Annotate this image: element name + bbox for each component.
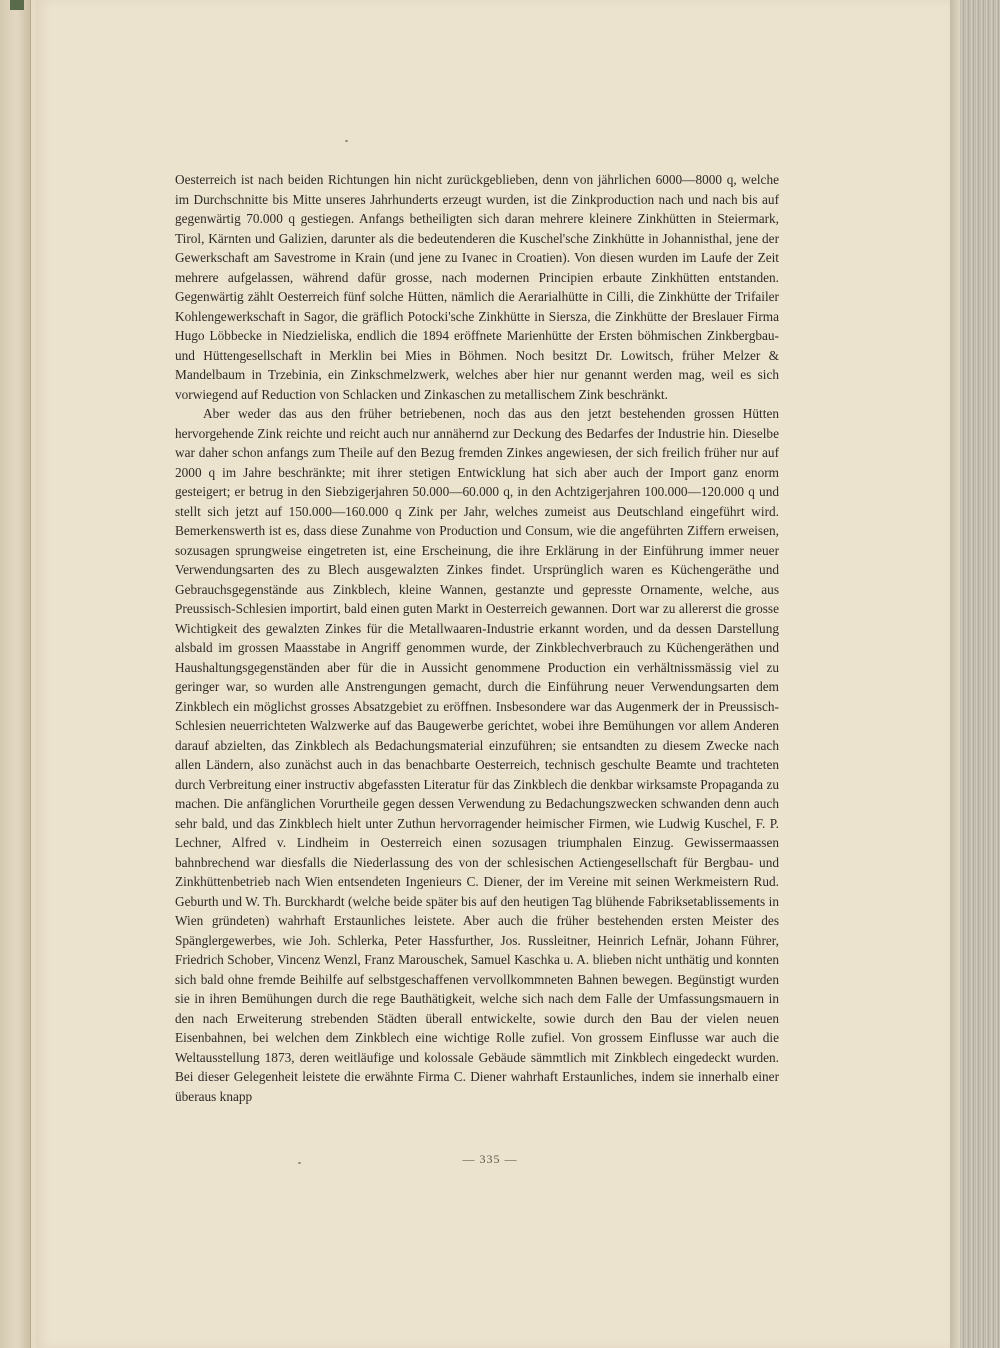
paragraph: Oesterreich ist nach beiden Richtungen hin nicht zurückgeblieben, denn von jährlichen 6000—8000 q, welche im Durchschnitte bis Mitte unseres Jahrhunderts erzeugt wurden, ist die Zinkproduction nach und nach bis auf gegenwärtig 70.000 q gestiegen. Anfangs betheiligten sich daran mehrere kleinere Zinkhütten in Steiermark, Tirol, Kärnten und Galizien, darunter als die bedeutenderen die Kuschel'sche Zinkhütte in Johannisthal, jene der Gewerkschaft am Savestrome in Krain (und jene zu Ivanec in Croatien). Von diesen wurden im Laufe der Zeit mehrere aufgelassen, während dafür grosse, nach modernen Principien erbaute Zinkhütten entstanden. Gegenwärtig zählt Oesterreich fünf solche Hütten, nämlich die Aerarialhütte in Cilli, die Zinkhütte der Trifailer Kohlengewerkschaft in Sagor, die gräflich Potocki'sche Zinkhütte in Siersza, die Zinkhütte der Breslauer Firma Hugo Löbbecke in Niedzieliska, endlich die 1894 eröffnete Marienhütte der Ersten böhmischen Zinkbergbau- und Hüttengesellschaft in Merklin bei Mies in Böhmen. Noch besitzt Dr. Lowitsch, früher Melzer & Mandelbaum in Trzebinia, ein Zinkschmelzwerk, welches aber hier nur genannt werden mag, weil es sich vorwiegend auf Reduction von Schlacken und Zinkaschen zu metallischem Zink beschränkt. <box>175 172 779 402</box>
page-number: — 335 — <box>462 1152 518 1166</box>
paper-speck <box>345 140 348 142</box>
paragraph: Aber weder das aus den früher betriebenen, noch das aus den jetzt bestehenden grossen Hütten hervorgehende Zink reichte und reicht auch nur annähernd zur Deckung des Bedarfes der Industrie hin. Dieselbe war daher schon anfangs zum Theile auf den Bezug fremden Zinkes angewiesen, der sich freilich früher nur auf 2000 q im Jahre beschränkte; mit ihrer stetigen Entwicklung hat sich aber auch der Import ganz enorm gesteigert; er betrug in den Siebzigerjahren 50.000—60.000 q, in den Achtzigerjahren 100.000—120.000 q und stellt sich jetzt auf 150.000—160.000 q Zink per Jahr, welches zumeist aus Deutschland eingeführt wird. Bemerkenswerth ist es, dass diese Zunahme von Production und Consum, wie die angeführten Ziffern erweisen, sozusagen sprungweise eingetreten ist, eine Erscheinung, die ihre Erklärung in der Einführung immer neuer Verwendungsarten des zu Blech ausgewalzten Zinkes findet. Ursprünglich waren es Küchengeräthe und Gebrauchsgegenstände aus Zinkblech, kleine Wannen, gestanzte und gepresste Ornamente, welche, aus Preussisch-Schlesien importirt, bald einen guten Markt in Oesterreich gewannen. Dort war zu allererst die grosse Wichtigkeit des gewalzten Zinkes für die Metallwaaren-Industrie erkannt worden, und da dessen Darstellung alsbald im grossen Maasstabe in Angriff genommen wurde, der Zinkblechverbrauch zu Küchengeräthen und Haushaltungsgegenständen aber für die in Aussicht genommene Production ein verhältnissmässig viel zu geringer war, so wurden alle Anstrengungen gemacht, durch die Einführung neuer Verwendungsarten dem Zinkblech ein möglichst grosses Absatzgebiet zu eröffnen. Insbesondere war das Augenmerk der in Preussisch-Schlesien neuerrichteten Walzwerke auf das Baugewerbe gerichtet, wobei ihre Bemühungen vor allem Anderen darauf abzielten, das Zinkblech als Bedachungsmaterial einzuführen; sie entsandten zu diesem Zwecke nach allen Ländern, also zunächst auch in das benachbarte Oesterreich, technisch geschulte Beamte und trachteten durch Verbreitung einer instructiv abgefassten Literatur für das Zinkblech die denkbar wirksamste Propaganda zu machen. Die anfänglichen Vorurtheile gegen dessen Verwendung zu Bedachungszwecken schwanden denn auch sehr bald, und das Zinkblech hielt unter Zuthun hervorragender heimischer Firmen, wie Ludwig Kuschel, F. P. Lechner, Alfred v. Lindheim in Oesterreich einen sozusagen triumphalen Einzug. Gewissermaassen bahnbrechend war diesfalls die Niederlassung des von der schlesischen Actiengesellschaft für Bergbau- und Zinkhüttenbetrieb nach Wien entsendeten Ingenieurs C. Diener, der im Vereine mit seinen Werkmeistern Rud. Geburth und W. Th. Burckhardt (welche beide später bis auf den heutigen Tag blühende Fabriksetablissements in Wien gründeten) wahrhaft Erstaunliches leistete. Aber auch die früher bestehenden ersten Meister des Spänglergewerbes, wie Joh. Schlerka, Peter Hassfurther, Jos. Russleitner, Heinrich Lefnär, Johann Führer, Friedrich Schober, Vincenz Wenzl, Franz Marouschek, Samuel Kaschka u. A. blieben nicht unthätig und konnten sich bald ohne fremde Beihilfe auf selbstgeschaffenen vervollkommneten Bahnen bewegen. Begünstigt wurden sie in ihren Bemühungen durch die rege Bauthätigkeit, welche sich nach dem Falle der Umfassungsmauern in den nach Erweiterung strebenden Städten überall entwickelte, sowie durch den Bau der vielen neuen Eisenbahnen, bei welchen dem Zinkblech eine wichtige Rolle zufiel. Von grossem Einflusse war auch die Weltausstellung 1873, deren weitläufige und kolossale Gebäude sämmtlich mit Zinkblech eingedeckt wurden. Bei dieser Gelegenheit leistete die erwähnte Firma C. Diener wahrhaft Erstaunliches, indem sie innerhalb einer überaus knapp <box>175 406 779 1104</box>
page-edges <box>950 0 1000 1348</box>
page-edge-shadow <box>950 0 960 1348</box>
spine-cloth <box>10 0 24 10</box>
body-text <box>175 170 779 1106</box>
paper-speck <box>298 1162 301 1164</box>
book-gutter <box>0 0 31 1348</box>
